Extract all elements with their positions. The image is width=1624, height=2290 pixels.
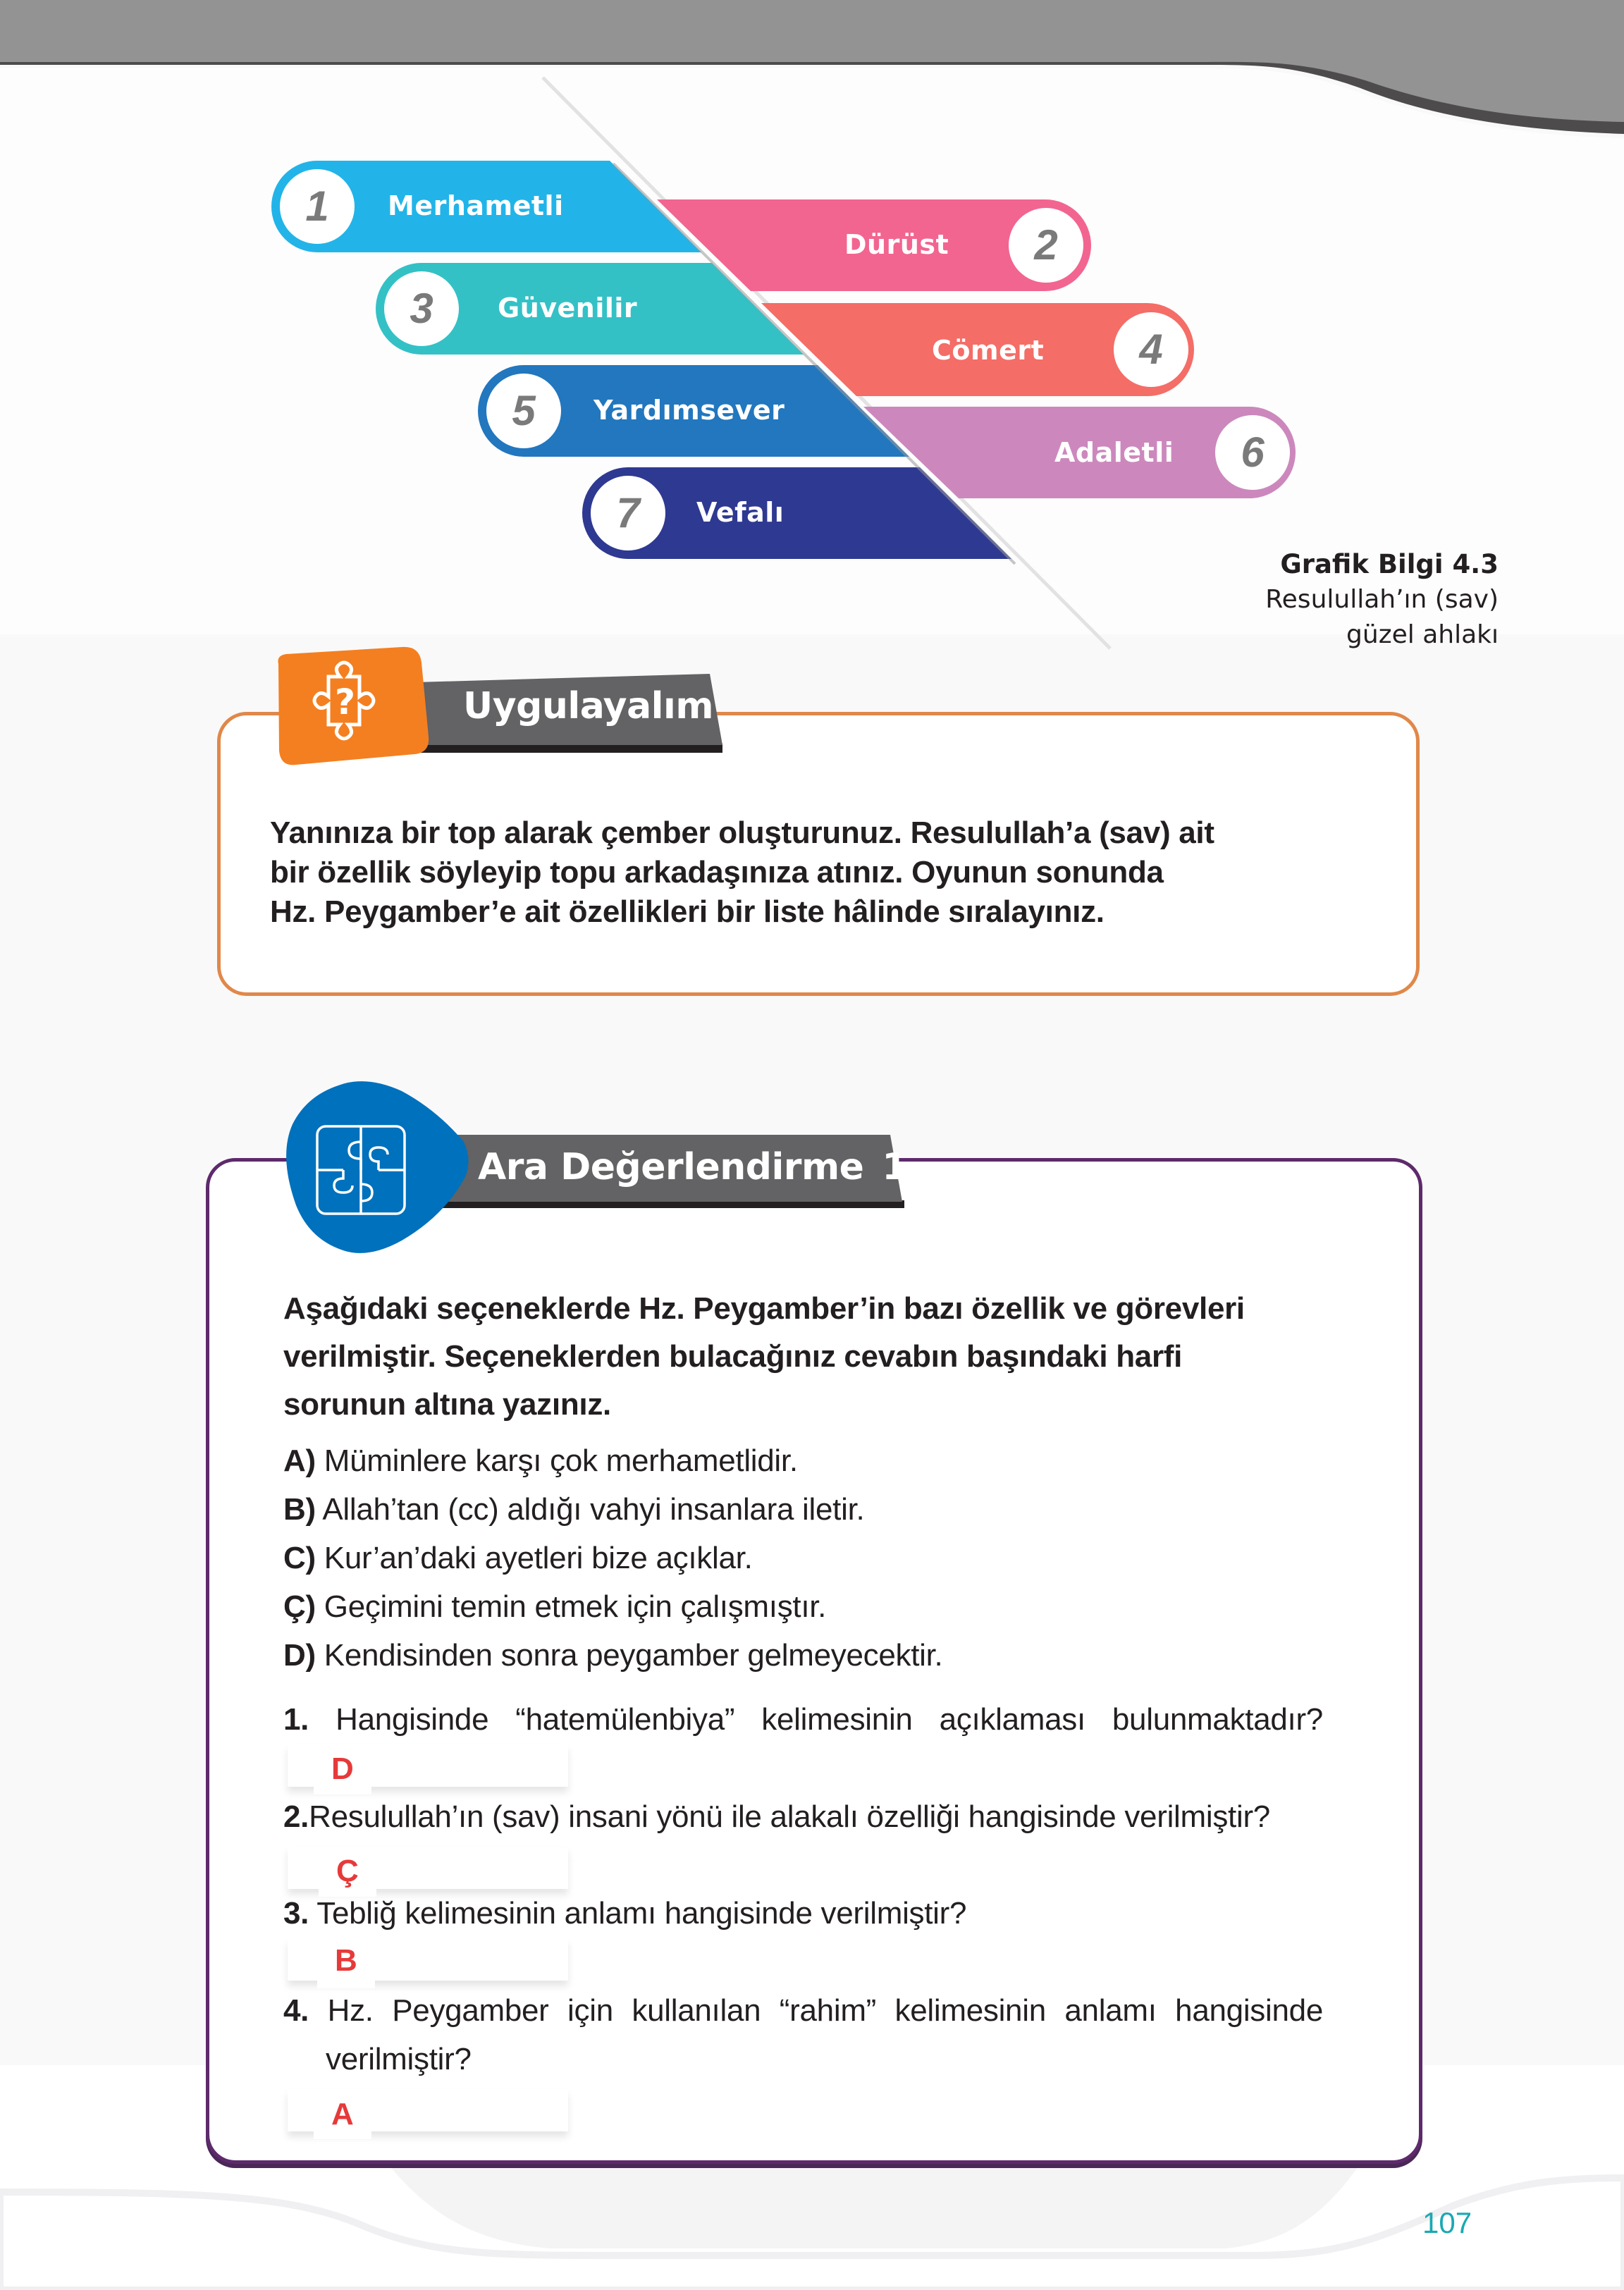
option-c-cedilla — [283, 1589, 826, 1625]
question-3 — [283, 1896, 1323, 1931]
pill-number-3: 3 — [384, 271, 459, 346]
activity-line-2: bir özellik söyleyip topu arkadaşınıza atınız. Oyunun sonunda — [270, 855, 1164, 889]
question-number: 4. — [283, 1993, 309, 2028]
activity-title: Uygulayalım — [463, 685, 713, 727]
option-text: Kur’an’daki ayetleri bize açıklar. — [324, 1541, 753, 1575]
page-number: 107 — [1422, 2206, 1472, 2239]
figure-caption — [1265, 547, 1499, 653]
caption-title: Grafik Bilgi 4.3 — [1280, 549, 1499, 579]
question-text: Tebliğ kelimesinin anlamı hangisinde verilmiştir? — [316, 1896, 967, 1931]
option-text: Müminlere karşı çok merhametlidir. — [324, 1443, 798, 1478]
question-mark-glyph: ? — [335, 682, 356, 722]
question-text: Resulullah’ın (sav) insani yönü ile alakalı özelliği hangisinde verilmiştir? — [309, 1799, 1270, 1834]
question-2 — [283, 1799, 1323, 1835]
option-letter: B) — [283, 1492, 316, 1527]
option-b — [283, 1492, 864, 1527]
evaluation-intro-1: Aşağıdaki seçeneklerde Hz. Peygamber’in bazı özellik ve görevleri — [283, 1291, 1245, 1326]
pill-label-guvenilir: Güvenilir — [498, 293, 638, 324]
traits-infographic — [0, 0, 1624, 634]
option-letter: A) — [283, 1443, 316, 1478]
answer-field-1[interactable] — [288, 1744, 568, 1787]
answer-field-4[interactable] — [288, 2089, 568, 2131]
question-4 — [283, 1993, 1323, 2029]
pill-label-adaletli: Adaletli — [1054, 437, 1174, 468]
pill-number-6: 6 — [1215, 415, 1290, 490]
caption-line-2: güzel ahlakı — [1346, 620, 1499, 649]
question-1 — [283, 1702, 1323, 1737]
pill-label-comert: Cömert — [932, 335, 1045, 366]
pill-number-7: 7 — [591, 476, 665, 550]
option-a — [283, 1443, 798, 1479]
evaluation-title — [478, 1146, 907, 1188]
option-d — [283, 1638, 942, 1673]
evaluation-intro-2: verilmiştir. Seçeneklerden bulacağınız cevabın başındaki harfi — [283, 1339, 1183, 1374]
option-c — [283, 1541, 753, 1576]
question-number: 3. — [283, 1896, 309, 1931]
question-text: Hangisinde “hatemülenbiya” kelimesinin açıklaması bulunmaktadır? — [336, 1702, 1323, 1737]
question-4-continuation: verilmiştir? — [326, 2042, 472, 2076]
evaluation-title-text: Ara Değerlendirme — [478, 1146, 864, 1188]
bottom-shadow — [388, 2164, 1360, 2248]
option-text: Geçimini temin etmek için çalışmıştır. — [324, 1589, 827, 1624]
option-text: Allah’tan (cc) aldığı vahyi insanlara iletir. — [322, 1492, 865, 1527]
activity-line-3: Hz. Peygamber’e ait özellikleri bir liste hâlinde sıralayınız. — [270, 894, 1105, 929]
question-number: 2. — [283, 1799, 309, 1834]
answer-2: Ç — [336, 1854, 359, 1888]
pill-label-merhametli: Merhametli — [388, 190, 564, 221]
option-letter: Ç) — [283, 1589, 316, 1624]
answer-1: D — [331, 1752, 354, 1786]
pill-label-vefali: Vefalı — [696, 497, 785, 528]
option-letter: C) — [283, 1541, 316, 1575]
answer-tab-3 — [317, 1977, 375, 1988]
caption-line-1: Resulullah’ın (sav) — [1265, 585, 1499, 614]
pill-number-2: 2 — [1009, 208, 1083, 283]
answer-field-3[interactable] — [288, 1938, 568, 1981]
answer-3: B — [335, 1943, 357, 1978]
evaluation-number: 1 — [882, 1146, 908, 1188]
pill-number-1: 1 — [280, 169, 355, 244]
question-number: 1. — [283, 1702, 309, 1737]
activity-line-1: Yanınıza bir top alarak çember oluşturunuz. Resulullah’a (sav) ait — [270, 815, 1214, 850]
question-text: Hz. Peygamber için kullanılan “rahim” kelimesinin anlamı hangisinde — [327, 1993, 1323, 2028]
answer-4: A — [331, 2097, 354, 2131]
option-letter: D) — [283, 1638, 316, 1673]
pill-label-durust: Dürüst — [844, 229, 949, 260]
pill-label-yardimsever: Yardımsever — [593, 395, 785, 426]
option-text: Kendisinden sonra peygamber gelmeyecektir. — [324, 1638, 943, 1673]
answer-field-2[interactable] — [288, 1847, 568, 1889]
pill-number-5: 5 — [486, 374, 561, 448]
evaluation-intro-3: sorunun altına yazınız. — [283, 1387, 611, 1422]
pill-number-4: 4 — [1114, 312, 1188, 387]
